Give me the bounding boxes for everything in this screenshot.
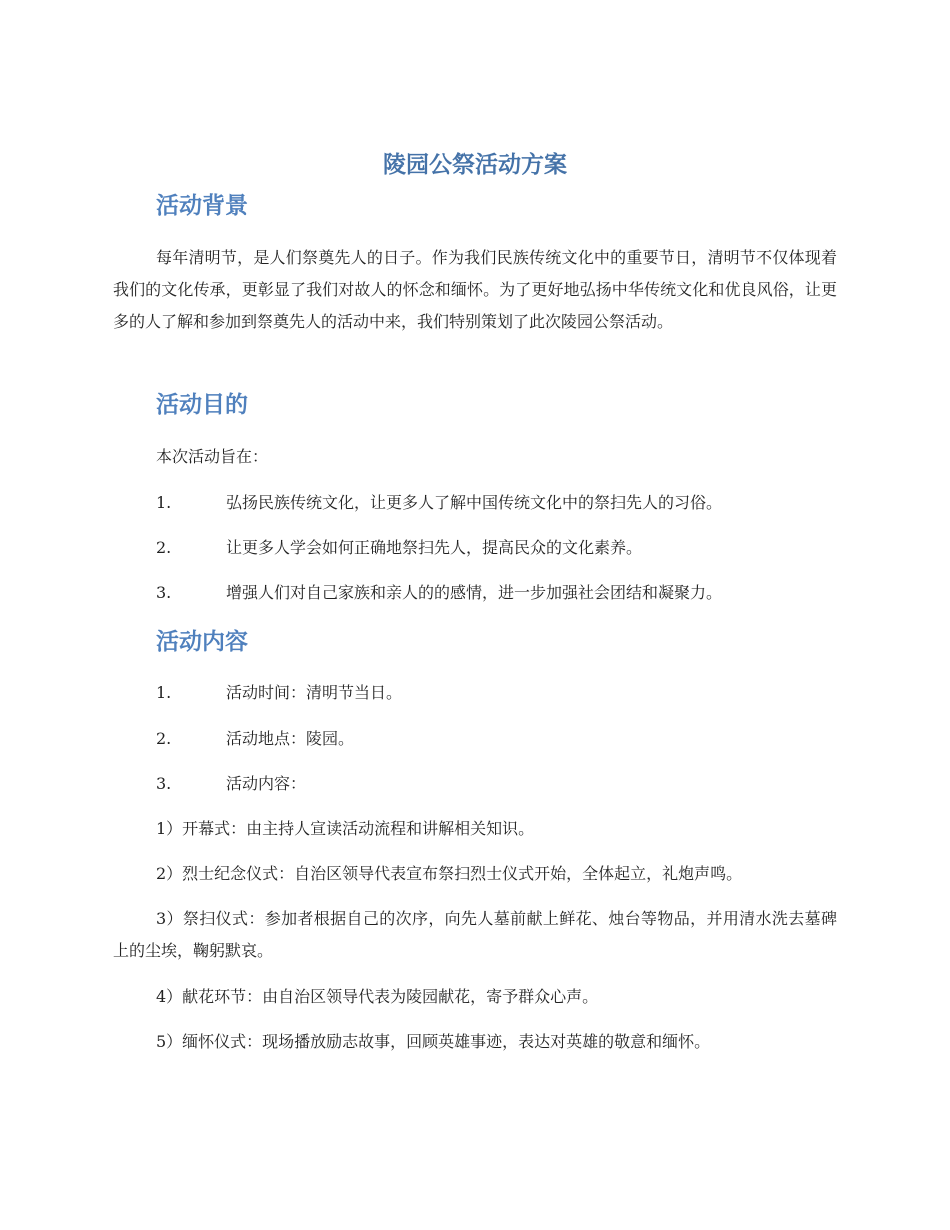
list-item-text: 增强人们对自己家族和亲人的的感情，进一步加强社会团结和凝聚力。 (226, 583, 723, 602)
list-item-text: 活动内容： (226, 774, 307, 793)
step-item: 2）烈士纪念仪式：自治区领导代表宣布祭扫烈士仪式开始，全体起立，礼炮声鸣。 (156, 864, 743, 883)
step-item: 1）开幕式：由主持人宣读活动流程和讲解相关知识。 (156, 819, 535, 838)
list-item-text: 活动时间：清明节当日。 (226, 683, 403, 702)
list-item-number: 3. (156, 774, 172, 793)
heading-content: 活动内容 (156, 629, 248, 655)
step-item: 4）献花环节：由自治区领导代表为陵园献花，寄予群众心声。 (156, 987, 599, 1006)
heading-background: 活动背景 (156, 193, 248, 219)
heading-purpose: 活动目的 (156, 392, 248, 418)
list-item-number: 2. (156, 538, 172, 557)
purpose-intro: 本次活动旨在： (156, 447, 269, 466)
list-item-number: 3. (156, 583, 172, 602)
list-item-number: 1. (156, 683, 172, 702)
list-item-text: 让更多人学会如何正确地祭扫先人，提高民众的文化素养。 (226, 538, 643, 557)
list-item-text: 活动地点：陵园。 (226, 729, 355, 748)
list-item-number: 1. (156, 493, 172, 512)
background-paragraph: 每年清明节，是人们祭奠先人的日子。作为我们民族传统文化中的重要节日，清明节不仅体现着我们的文化传承，更彰显了我们对故人的怀念和缅怀。为了更好地弘扬中华传统文化和优良风俗，让更多的人了解和参加到祭奠先人的活动中来，我们特别策划了此次陵园公祭活动。 (113, 248, 837, 331)
step-item: 5）缅怀仪式：现场播放励志故事，回顾英雄事迹，表达对英雄的敬意和缅怀。 (156, 1032, 711, 1051)
document-title: 陵园公祭活动方案 (383, 152, 567, 178)
step-item: 3）祭扫仪式：参加者根据自己的次序，向先人墓前献上鲜花、烛台等物品，并用清水洗去墓碑上的尘埃，鞠躬默哀。 (113, 909, 837, 960)
list-item-text: 弘扬民族传统文化，让更多人了解中国传统文化中的祭扫先人的习俗。 (226, 493, 723, 512)
list-item-number: 2. (156, 729, 172, 748)
